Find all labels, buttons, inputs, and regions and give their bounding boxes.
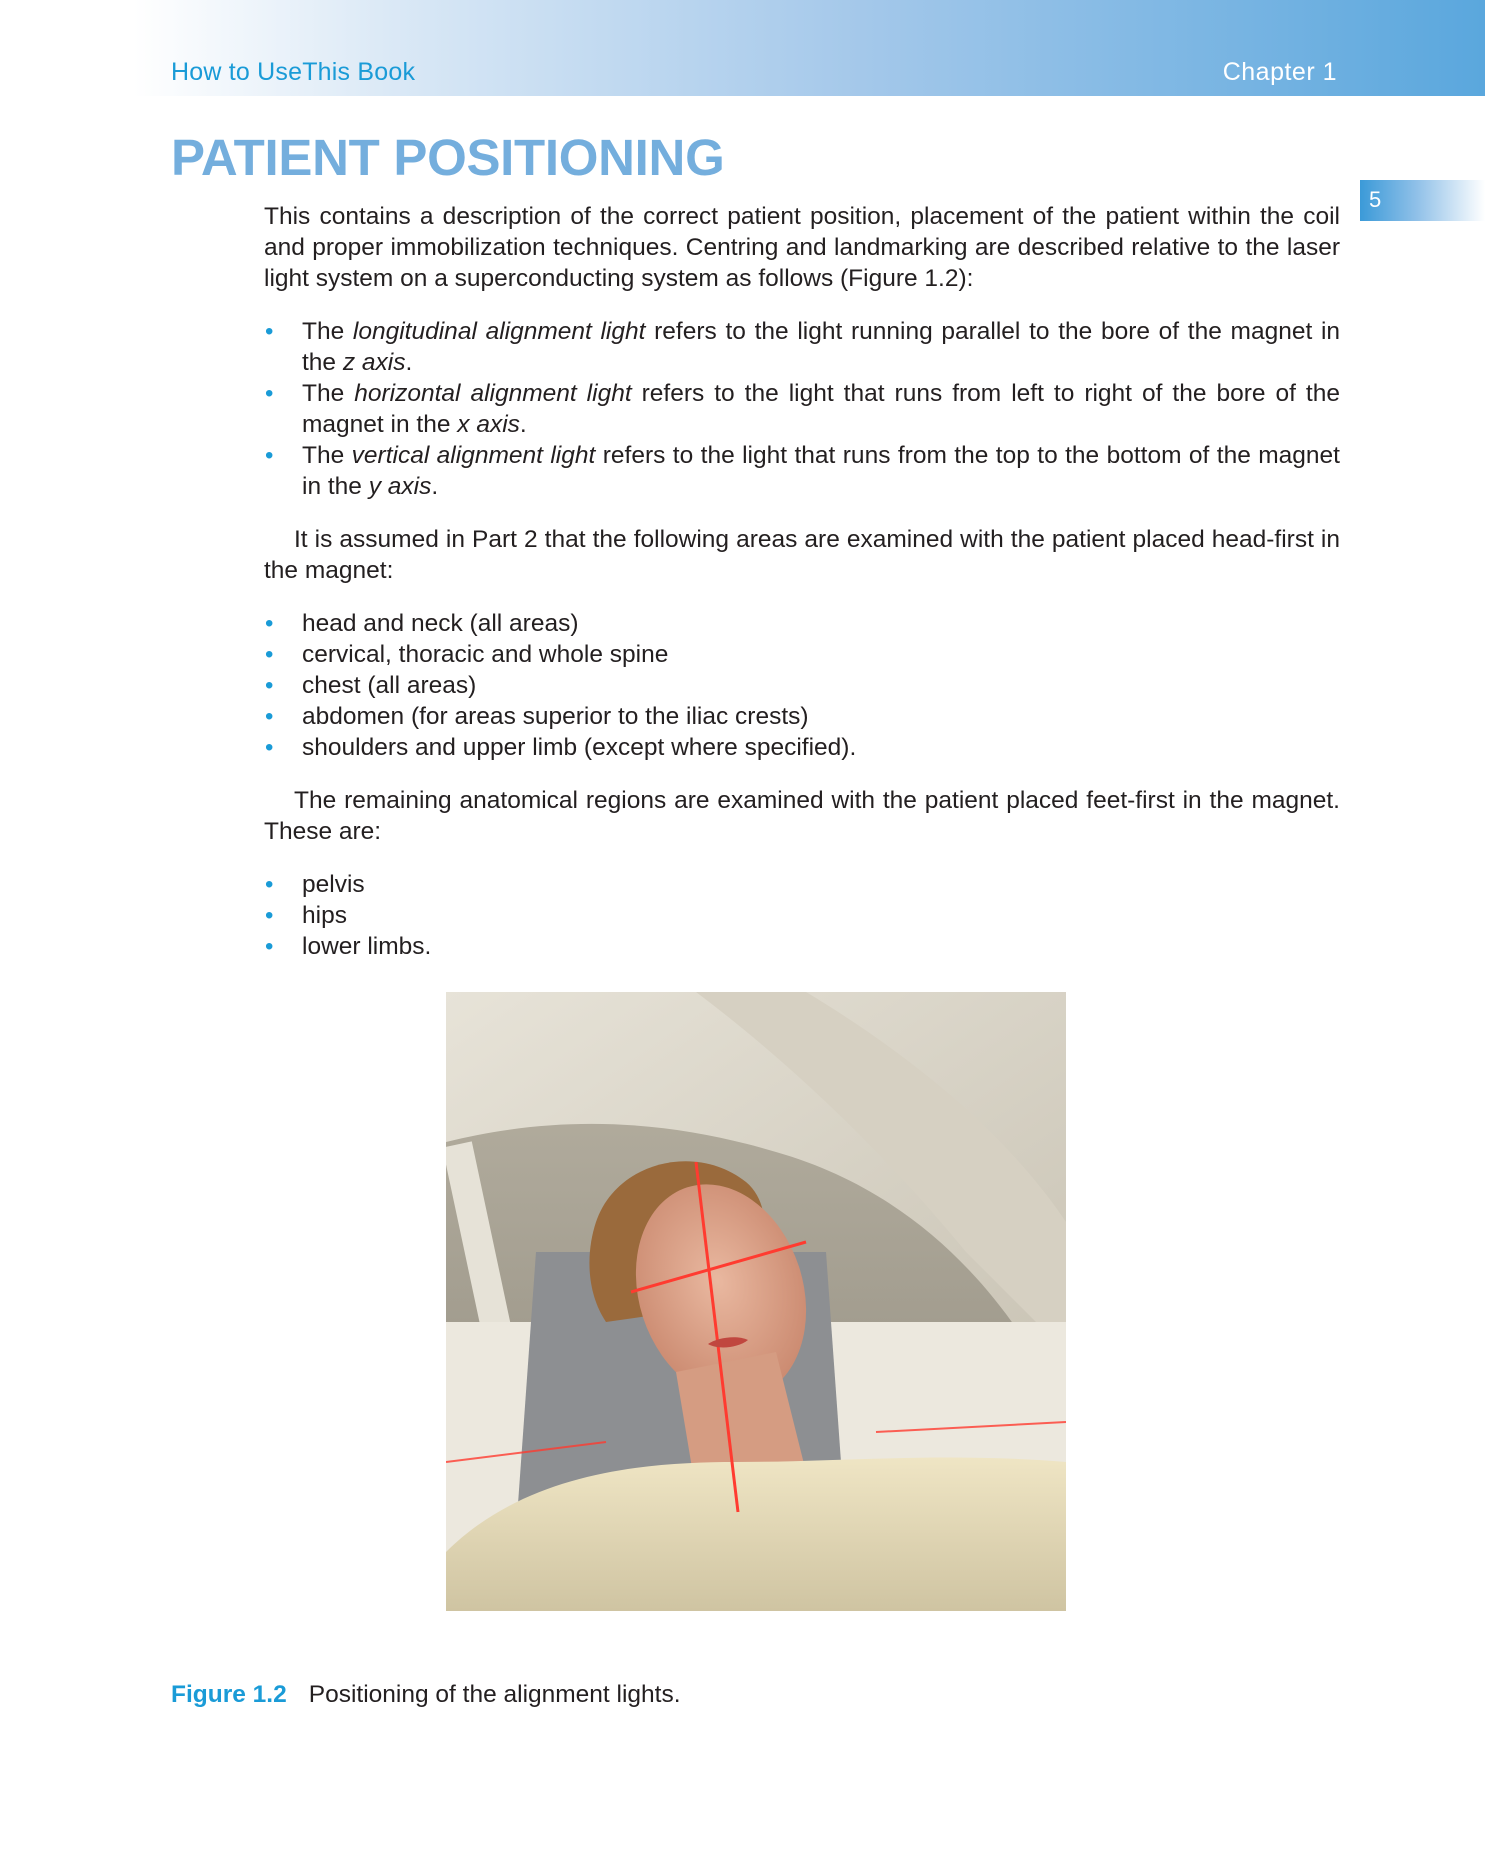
- bullet-icon: •: [265, 641, 274, 668]
- head-first-paragraph: It is assumed in Part 2 that the following areas are examined with the patient placed head-first in the magnet:: [264, 526, 1340, 584]
- list-item-text: abdomen (for areas superior to the iliac crests): [302, 703, 809, 730]
- page-number: 5: [1369, 187, 1382, 212]
- bullet-icon: •: [265, 380, 274, 407]
- bullet-icon: •: [265, 703, 274, 730]
- chapter-label: Chapter 1: [1222, 58, 1337, 86]
- list-item: [264, 701, 1340, 732]
- list-item-text: cervical, thoracic and whole spine: [302, 641, 669, 668]
- list-item: [264, 931, 1340, 962]
- list-item: [264, 670, 1340, 701]
- list-item: [264, 869, 1340, 900]
- feet-first-paragraph: The remaining anatomical regions are examined with the patient placed feet-first in the magnet. These are:: [264, 787, 1340, 845]
- item-mid: refers to the light that runs from the top to the bottom of the magnet in the: [302, 442, 1340, 500]
- bullet-icon: •: [265, 672, 274, 699]
- intro-paragraph: This contains a description of the correct patient position, placement of the patient within the coil and proper immobilization techniques. Centring and landmarking are described relative to the laser light system on a superconducting system as follows (Figure 1.2):: [264, 203, 1340, 292]
- item-mid: refers to the light that runs from left to right of the bore of the magnet in the: [302, 380, 1340, 438]
- running-head: How to UseThis Book: [171, 58, 416, 86]
- item-mid: refers to the light running parallel to the bore of the magnet in the: [302, 318, 1341, 376]
- list-item-text: lower limbs.: [302, 933, 432, 960]
- bullet-icon: •: [265, 442, 274, 469]
- section-title: PATIENT POSITIONING: [171, 129, 725, 186]
- list-item-text: hips: [302, 902, 347, 929]
- list-item: [264, 608, 1340, 639]
- page-number-tab: [1360, 180, 1485, 221]
- item-pre: The: [302, 442, 352, 469]
- bullet-icon: •: [265, 933, 274, 960]
- list-item: [264, 316, 1340, 378]
- item-post: .: [431, 473, 439, 500]
- item-term: vertical alignment light: [351, 442, 596, 469]
- list-item-text: pelvis: [302, 871, 365, 898]
- head-first-list: [264, 608, 1340, 763]
- item-term: horizontal alignment light: [354, 380, 632, 407]
- figure-photo: [446, 992, 1066, 1611]
- list-item: [264, 732, 1340, 763]
- item-term: longitudinal alignment light: [352, 318, 646, 345]
- item-post: .: [519, 411, 527, 438]
- item-pre: The: [302, 318, 353, 345]
- list-item-text: head and neck (all areas): [302, 610, 579, 637]
- body-text: [264, 201, 1340, 984]
- list-item: [264, 440, 1340, 502]
- item-axis: y axis: [368, 473, 432, 500]
- bullet-icon: •: [265, 734, 274, 761]
- bullet-icon: •: [265, 871, 274, 898]
- figure-caption-text: Positioning of the alignment lights.: [308, 1681, 681, 1708]
- list-item-text: chest (all areas): [302, 672, 477, 699]
- alignment-light-list: [264, 316, 1340, 502]
- item-post: .: [405, 349, 413, 376]
- figure-caption: [171, 1681, 681, 1709]
- item-axis: z axis: [342, 349, 406, 376]
- mri-patient-illustration: [446, 992, 1066, 1611]
- list-item-text: shoulders and upper limb (except where specified).: [302, 734, 857, 761]
- list-item: [264, 639, 1340, 670]
- bullet-icon: •: [265, 902, 274, 929]
- bullet-icon: •: [265, 318, 274, 345]
- item-pre: The: [302, 380, 355, 407]
- list-item: [264, 378, 1340, 440]
- feet-first-list: [264, 869, 1340, 962]
- list-item: [264, 900, 1340, 931]
- bullet-icon: •: [265, 610, 274, 637]
- item-axis: x axis: [457, 411, 520, 438]
- figure-label: Figure 1.2: [171, 1681, 287, 1708]
